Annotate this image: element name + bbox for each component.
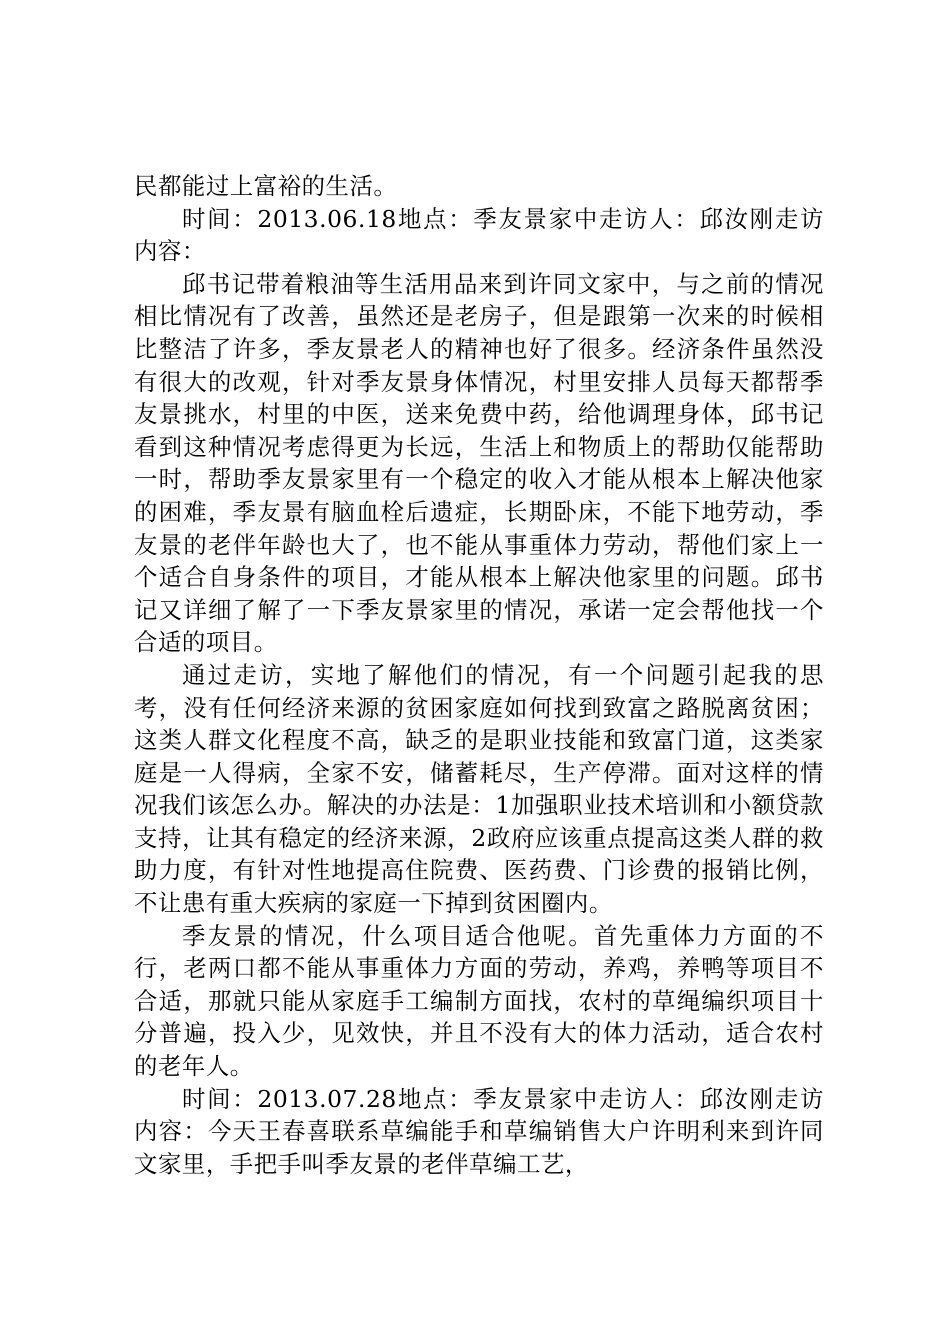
paragraph-continuation: 民都能过上富裕的生活。 (134, 172, 398, 200)
paragraph-visit-record-2: 时间：2013.07.28地点：季友景家中走访人：邱汝刚走访内容：今天王春喜联系草编能手和草编销售大户许明利来到许同文家里，手把手叫季友景的老伴草编工艺， (134, 1084, 824, 1178)
paragraph-visit-record-1: 时间：2013.06.18地点：季友景家中走访人：邱汝刚走访内容： (134, 204, 824, 266)
paragraph-visit-details: 邱书记带着粮油等生活用品来到许同文家中，与之前的情况相比情况有了改善，虽然还是老房子，但是跟第一次来的时候相比整洁了许多，季友景老人的精神也好了很多。经济条件虽然没有很大的改观，针对季友景身体情况，村里安排人员每天都帮季友景挑水，村里的中医，送来免费中药，给他调理身体，邱书记看到这种情况考虑得更为长远，生活上和物质上的帮助仅能帮助一时，帮助季友景家里有一个稳定的收入才能从根本上解决他家的困难，季友景有脑血栓后遗症，长期卧床，不能下地劳动，季友景的老伴年龄也大了，也不能从事重体力劳动，帮他们家上一个适合自身条件的项目，才能从根本上解决他家里的问题。邱书记又详细了解了一下季友景家里的情况，承诺一定会帮他找一个合适的项目。 (134, 269, 824, 657)
paragraph-project-analysis: 季友景的情况，什么项目适合他呢。首先重体力方面的不行，老两口都不能从事重体力方面的劳动，养鸡，养鸭等项目不合适，那就只能从家庭手工编制方面找，农村的草绳编织项目十分普遍，投入少，见效快，并且不没有大的体力活动，适合农村的老年人。 (134, 921, 824, 1081)
document-body (134, 170, 824, 1180)
paragraph-reflection: 通过走访，实地了解他们的情况，有一个问题引起我的思考，没有任何经济来源的贫困家庭如何找到致富之路脱离贫困；这类人群文化程度不高，缺乏的是职业技能和致富门道，这类家庭是一人得病，全家不安，储蓄耗尽，生产停滞。面对这样的情况我们该怎么办。解决的办法是：1加强职业技术培训和小额贷款支持，让其有稳定的经济来源，2政府应该重点提高这类人群的救助力度，有针对性地提高住院费、医药费、门诊费的报销比例，不让患有重大疾病的家庭一下掉到贫困圈内。 (134, 660, 824, 918)
